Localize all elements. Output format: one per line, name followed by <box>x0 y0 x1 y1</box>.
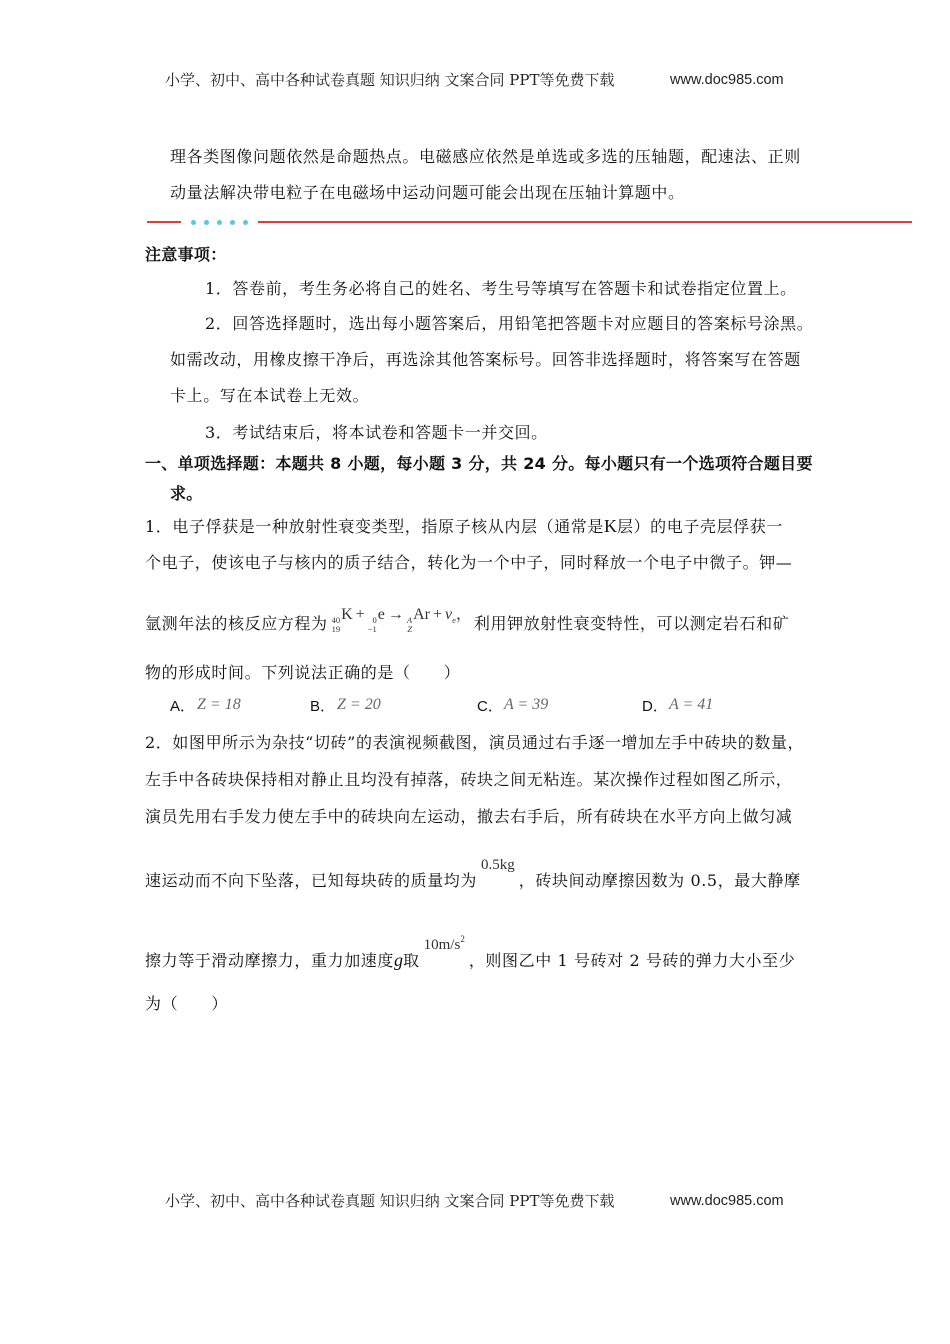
notice-title: 注意事项： <box>145 245 227 264</box>
mass-number: A <box>406 615 413 625</box>
question-2-line <box>145 857 801 891</box>
question-1-line: 个电子，使该电子与核内的质子结合，转化为一个中子，同时释放一个电子中微子。钾— <box>145 553 793 572</box>
footer-text: 小学、初中、高中各种试卷真题 知识归纳 文案合同 PPT等免费下载 <box>165 1192 615 1210</box>
notice-item-1: 1．答卷前，考生务必将自己的姓名、考生号等填写在答题卡和试卷指定位置上。 <box>205 279 797 298</box>
option-a-value: Z = 18 <box>197 696 241 713</box>
footer-url: www.doc985.com <box>670 1193 784 1209</box>
question-1-line <box>145 516 783 536</box>
text: 速运动而不向下坠落，已知每块砖的质量均为 <box>145 871 478 890</box>
divider-dot <box>204 220 209 225</box>
option-b-value: Z = 20 <box>337 696 381 713</box>
notice-item-3: 3．考试结束后，将本试卷和答题卡一并交回。 <box>205 423 548 442</box>
ar-nuclide-numbers <box>407 616 412 634</box>
element-symbol: K <box>341 606 353 623</box>
gravity-value <box>424 929 465 955</box>
gravity-symbol: g <box>394 950 404 970</box>
divider-dot <box>217 220 222 225</box>
neutrino-subscript: e <box>452 615 456 625</box>
intro-line-2: 动量法解决带电粒子在电磁场中运动问题可能会出现在压轴计算题中。 <box>170 183 685 202</box>
notice-item-2-cont: 卡上。写在本试卷上无效。 <box>170 386 370 405</box>
section-title: 一、单项选择题：本题共 8 小题，每小题 3 分，共 24 分。每小题只有一个选项符合题目要 <box>145 454 813 473</box>
option-d-value: A = 41 <box>669 696 714 713</box>
text: 氩测年法的核反应方程为 <box>145 614 328 633</box>
divider-line-left <box>147 221 181 223</box>
k-nuclide-numbers <box>332 616 341 634</box>
k-shell-symbol: K <box>603 516 617 536</box>
question-2-line: 2．如图甲所示为杂技“切砖”的表演视频截图，演员通过右手逐一增加左手中砖块的数量， <box>145 733 805 752</box>
question-1-line <box>145 606 790 634</box>
option-b-label: B． <box>310 698 336 715</box>
reaction-arrow: → <box>387 606 404 623</box>
neutrino-symbol: ν <box>444 606 453 623</box>
option-a-label: A． <box>170 698 196 715</box>
text: 层）的电子壳层俘获一 <box>616 517 783 536</box>
atomic-number: 19 <box>331 624 341 634</box>
atomic-number: −1 <box>367 624 377 634</box>
option-d-label: D． <box>642 698 668 715</box>
atomic-number: Z <box>407 624 413 634</box>
electron-numbers <box>368 616 377 634</box>
plus-sign: + <box>355 606 365 623</box>
text: ，砖块间动摩擦因数为 0.5，最大静摩 <box>518 871 801 890</box>
header-text: 小学、初中、高中各种试卷真题 知识归纳 文案合同 PPT等免费下载 <box>165 71 615 89</box>
divider-dot <box>230 220 235 225</box>
question-2-line: 左手中各砖块保持相对静止且均没有掉落，砖块之间无粘连。某次操作过程如图乙所示， <box>145 770 793 789</box>
comma: ， <box>455 606 472 623</box>
element-symbol: e <box>377 606 385 623</box>
divider-dot <box>191 220 196 225</box>
text: 1．电子俘获是一种放射性衰变类型，指原子核从内层（通常是 <box>145 517 604 536</box>
divider-line-right <box>258 221 912 223</box>
plus-sign: + <box>432 606 442 623</box>
question-2-line <box>145 934 796 970</box>
element-symbol: Ar <box>413 606 430 623</box>
section-title-cont: 求。 <box>170 484 203 503</box>
option-c-value: A = 39 <box>504 696 549 713</box>
question-2-line: 为（ ） <box>145 994 229 1013</box>
notice-item-2-cont: 如需改动，用橡皮擦干净后，再选涂其他答案标号。回答非选择题时，将答案写在答题 <box>170 350 801 369</box>
question-2-line: 演员先用右手发力使左手中的砖块向左运动，撤去右手后，所有砖块在水平方向上做匀减 <box>145 807 793 826</box>
text: 取 <box>403 951 420 970</box>
brick-mass: 0.5kg <box>481 857 515 873</box>
intro-line-1: 理各类图像问题依然是命题热点。电磁感应依然是单选或多选的压轴题，配速法、正则 <box>170 147 801 166</box>
mass-number: 0 <box>372 615 377 625</box>
text: ，则图乙中 1 号砖对 2 号砖的弹力大小至少 <box>468 951 796 970</box>
option-c-label: C． <box>477 698 503 715</box>
question-1-line: 物的形成时间。下列说法正确的是（ ） <box>145 663 461 682</box>
gravity-value-base: 10m/s <box>423 937 461 953</box>
divider-dot <box>243 220 248 225</box>
header-url: www.doc985.com <box>670 72 784 88</box>
gravity-value-exponent: 2 <box>460 934 465 944</box>
notice-item-2: 2．回答选择题时，选出每小题答案后，用铅笔把答题卡对应题目的答案标号涂黑。 <box>205 314 814 333</box>
text: 擦力等于滑动摩擦力，重力加速度 <box>145 951 395 970</box>
nuclear-equation <box>332 605 472 634</box>
mass-number: 40 <box>331 615 341 625</box>
text: 利用钾放射性衰变特性，可以测定岩石和矿 <box>473 614 790 633</box>
